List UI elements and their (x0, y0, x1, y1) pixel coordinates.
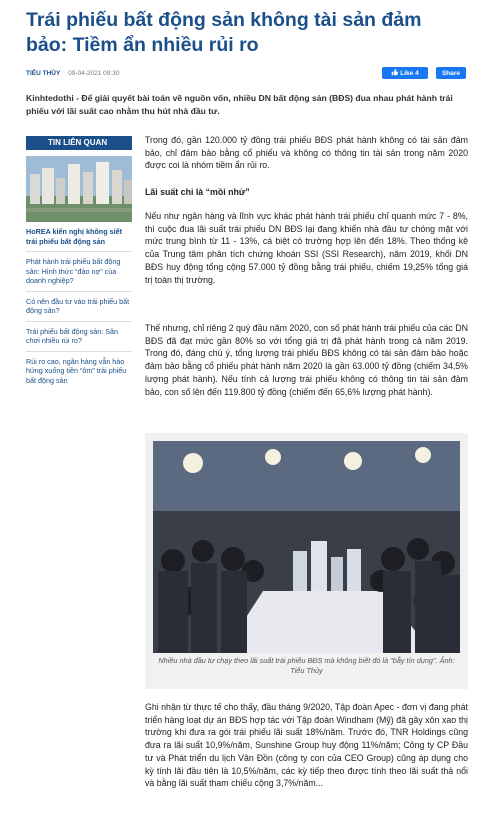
related-news-item[interactable]: Phát hành trái phiếu bất động sản: Hình thức “đảo nợ” của doanh nghiệp? (26, 251, 132, 286)
article-paragraph: Trong đó, gần 120.000 tỷ đồng trái phiếu BĐS phát hành không có tài sản đảm bảo, chỉ đảm bảo bằng cổ phiếu và không có thông tin tài sản trong năm 2020 được coi là nhóm tiềm ẩn rủi ro. (145, 135, 468, 171)
related-news-item[interactable]: Có nên đầu tư vào trái phiếu bất động sản? (26, 291, 132, 316)
article-subheading: Lãi suất chỉ là “mồi nhử” (145, 187, 250, 197)
article-figure (145, 433, 468, 689)
article-paragraph: Ghi nhận từ thực tế cho thấy, đầu tháng 9/2020, Tập đoàn Apec - đơn vị đang phát triển hàng loạt dự án BĐS hợp tác với Tập đoàn Windham (Mỹ) đã gây xôn xao thị trường khi đưa ra gói trái phiếu lãi suất 18%/năm. Trước đó, TNR Holdings cũng đưa ra lãi suất 10,9%/năm, Sunshine Group huy động 11%/năm; Công ty CP Đầu tư và Phát triển du lịch Vân Đồn (công ty con của CEO Group) cũng áp dụng cho kỳ tính lãi đầu tiên là 10,5%/năm, các kỳ tiếp theo được tính theo lãi suất thả nổi và bằng lãi suất tham chiếu cộng 3,7%/năm... (145, 702, 468, 789)
related-news-sidebar (26, 136, 132, 385)
article-sapo: Kinhtedothi - Để giải quyết bài toán về nguồn vốn, nhiều DN bất động sản (BĐS) đua nhau phát hành trái phiếu với lãi suất cao nhằm thu hút nhà đầu tư. (26, 93, 453, 116)
figure-caption: Nhiều nhà đầu tư chạy theo lãi suất trái phiếu BĐS mà không biết đó là "bẫy tín dụng". Ảnh: Tiểu Thủy (158, 656, 455, 675)
like-label: Like 4 (400, 69, 419, 77)
thumbs-up-icon (391, 69, 398, 78)
related-news-item[interactable]: Trái phiếu bất động sản: Sân chơi nhiều rủi ro? (26, 321, 132, 346)
article-title: Trái phiếu bất động sản không tài sản đảm bảo: Tiềm ẩn nhiều rủi ro (26, 9, 422, 56)
article-paragraph: Thế nhưng, chỉ riêng 2 quý đầu năm 2020, con số phát hành trái phiếu của các DN BĐS đã đạt mức gần 80% so với tổng giá trị đã phát hành trong cả năm 2019. Trong đó, đáng chú ý, tổng lượng trái phiếu BĐS không có tài sản đảm bảo hoặc đảm bảo bằng cổ phiếu phát hành năm 2020 là gần 63.000 tỷ đồng (chiếm 34,5% lượng phát hành). Nếu tính cả lượng trái phiếu không có thông tin tài sản đảm bảo, con số lên đến 119.800 tỷ đồng (chiếm đến 65,6% lượng phát hành). (145, 323, 468, 397)
article-paragraph: Nếu như ngân hàng và lĩnh vực khác phát hành trái phiếu chỉ quanh mức 7 - 8%, thì cuộc đua lãi suất trái phiếu DN BĐS lại đang khiến nhà đầu tư chóng mặt với mức trung bình từ 11 - 13%, cá biệt có trường hợp lên đến 18%. Theo thống kê của Trung tâm phân tích chứng khoán SSI (SSI Research), năm 2019, khối DN BĐS huy động tổng cộng 57.000 tỷ đồng bằng trái phiếu, chiếm 19,25% tổng giá trị toàn thị trường. (145, 211, 468, 285)
related-news-item[interactable]: HoREA kiến nghị không siết trái phiếu bất động sản (26, 227, 122, 246)
related-news-thumbnail[interactable] (26, 156, 132, 222)
article-meta (26, 70, 119, 77)
publish-datetime: 09-04-2021 09:30 (68, 70, 120, 77)
facebook-share-button[interactable]: Share (436, 67, 466, 79)
facebook-like-button[interactable] (382, 67, 428, 79)
author-name[interactable]: TIỂU THỦY (26, 70, 61, 77)
related-news-heading: TIN LIÊN QUAN (26, 136, 132, 150)
article-photo[interactable] (153, 441, 460, 653)
related-news-item[interactable]: Rủi ro cao, ngân hàng vẫn hào hứng xuống tiền “ôm” trái phiếu bất động sản (26, 351, 132, 386)
